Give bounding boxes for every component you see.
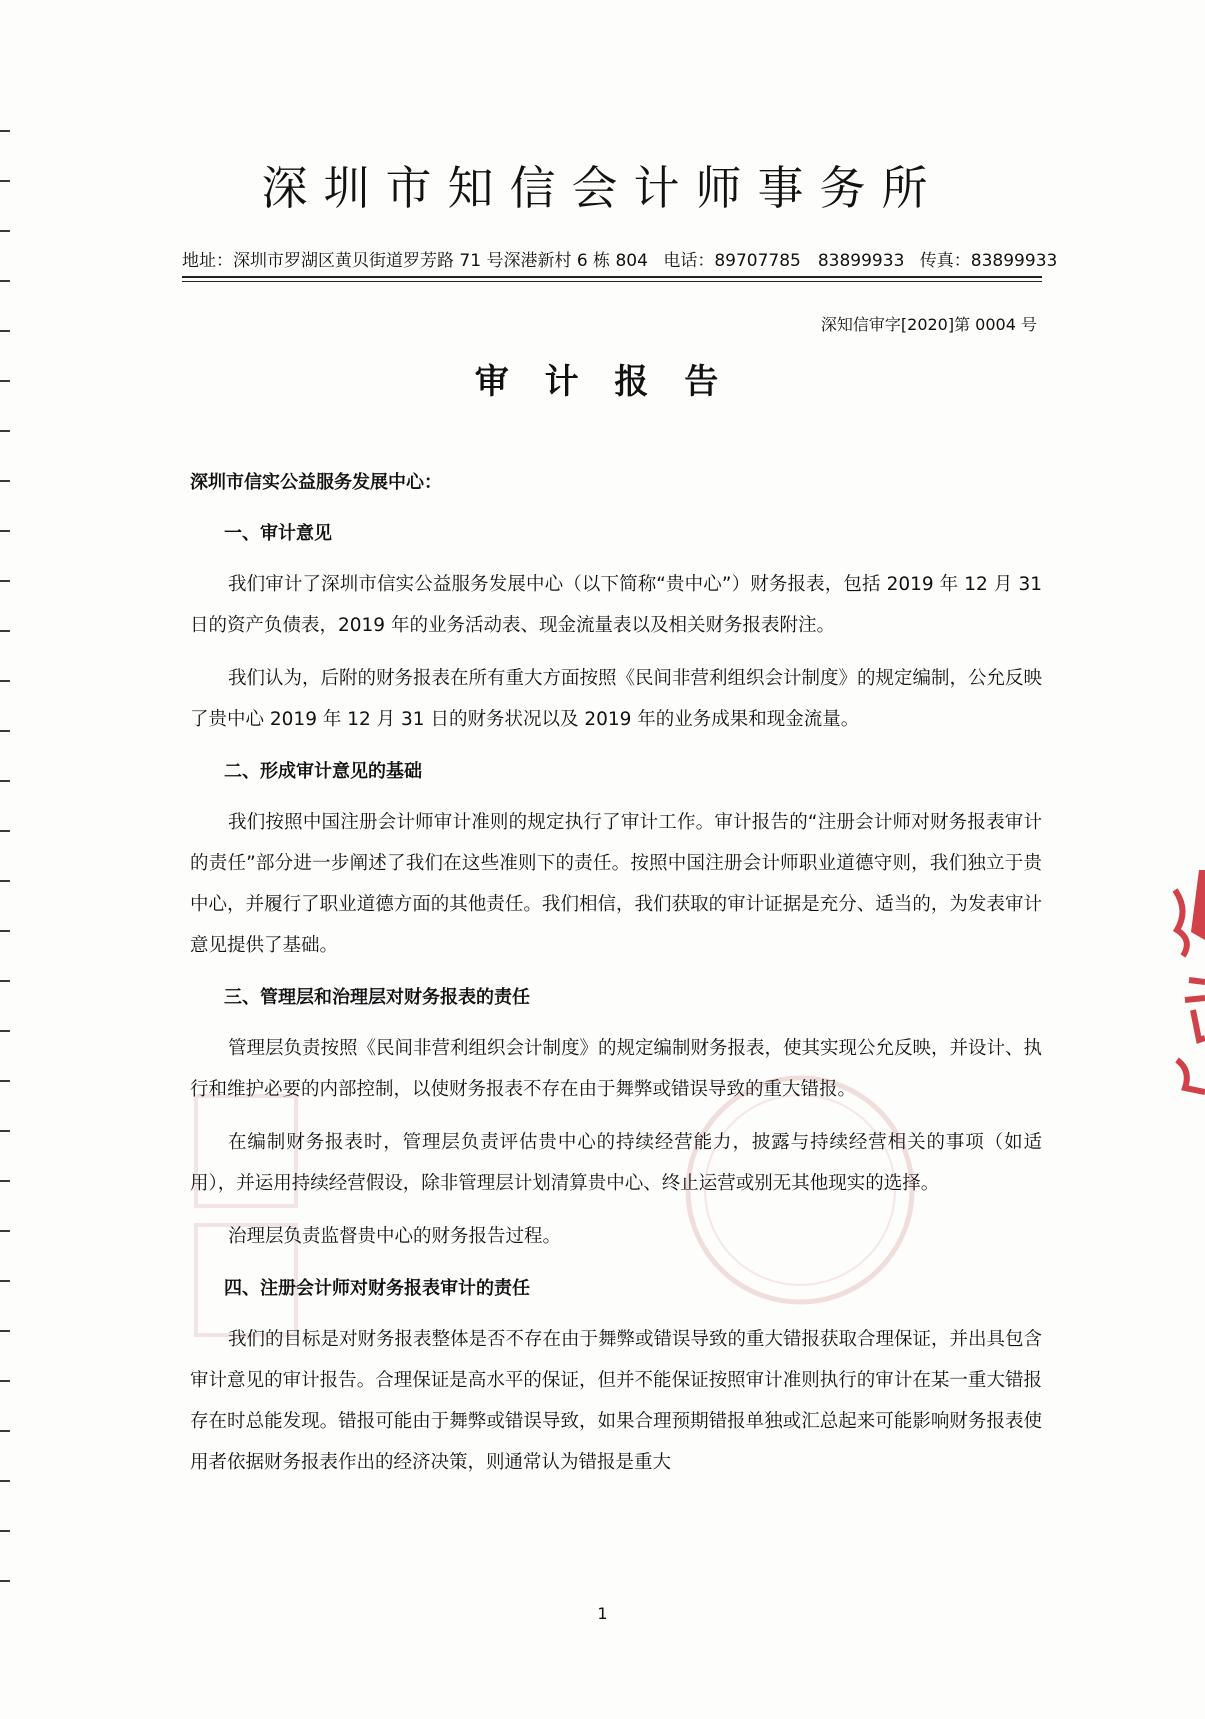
report-title: 审 计 报 告 — [474, 362, 731, 402]
edge-seal-fragment — [1169, 870, 1205, 1110]
report-body — [190, 468, 1042, 1495]
section-heading: 一、审计意见 — [224, 523, 332, 544]
letterhead-divider — [182, 276, 1042, 282]
firm-address: 地址：深圳市罗湖区黄贝街道罗芳路 71 号深港新村 6 栋 804 — [182, 251, 648, 271]
page-number: 1 — [597, 1604, 608, 1623]
firm-fax: 传真：83899933 — [919, 251, 1058, 271]
section-heading: 二、形成审计意见的基础 — [224, 761, 422, 782]
report-number: 深知信审字[2020]第 0004 号 — [820, 315, 1037, 334]
section-heading: 三、管理层和治理层对财务报表的责任 — [224, 987, 530, 1008]
firm-phone: 电话：89707785 83899933 — [663, 251, 905, 271]
paragraph: 我们审计了深圳市信实公益服务发展中心（以下简称“贵中心”）财务报表，包括 2019 年 12 月 31 日的资产负债表，2019 年的业务活动表、现金流量表以及相关财务报表附注。 — [190, 574, 1042, 636]
paragraph: 治理层负责监督贵中心的财务报告过程。 — [228, 1226, 562, 1247]
paragraph: 管理层负责按照《民间非营利组织会计制度》的规定编制财务报表，使其实现公允反映，并设计、执行和维护必要的内部控制，以使财务报表不存在由于舞弊或错误导致的重大错报。 — [190, 1038, 1043, 1100]
paragraph: 我们的目标是对财务报表整体是否不存在由于舞弊或错误导致的重大错报获取合理保证，并出具包含审计意见的审计报告。合理保证是高水平的保证，但并不能保证按照审计准则执行的审计在某一重大错报存在时总能发现。错报可能由于舞弊或错误导致，如果合理预期错报单独或汇总起来可能影响财务报表使用者依据财务报表作出的经济决策，则通常认为错报是重大 — [190, 1329, 1043, 1473]
firm-name: 深圳市知信会计师事务所 — [261, 161, 944, 215]
binding-marks — [0, 0, 14, 1719]
letterhead-contact-line — [182, 246, 1058, 271]
paragraph: 我们认为，后附的财务报表在所有重大方面按照《民间非营利组织会计制度》的规定编制，公允反映了贵中心 2019 年 12 月 31 日的财务状况以及 2019 年的业务成果和现金流量。 — [190, 668, 1043, 730]
addressee: 深圳市信实公益服务发展中心： — [190, 472, 442, 493]
paragraph: 在编制财务报表时，管理层负责评估贵中心的持续经营能力，披露与持续经营相关的事项（如适用），并运用持续经营假设，除非管理层计划清算贵中心、终止运营或别无其他现实的选择。 — [190, 1132, 1042, 1194]
section-heading: 四、注册会计师对财务报表审计的责任 — [224, 1278, 530, 1299]
paragraph: 我们按照中国注册会计师审计准则的规定执行了审计工作。审计报告的“注册会计师对财务报表审计的责任”部分进一步阐述了我们在这些准则下的责任。按照中国注册会计师职业道德守则，我们独立于贵中心，并履行了职业道德方面的其他责任。我们相信，我们获取的审计证据是充分、适当的，为发表审计意见提供了基础。 — [190, 812, 1042, 956]
